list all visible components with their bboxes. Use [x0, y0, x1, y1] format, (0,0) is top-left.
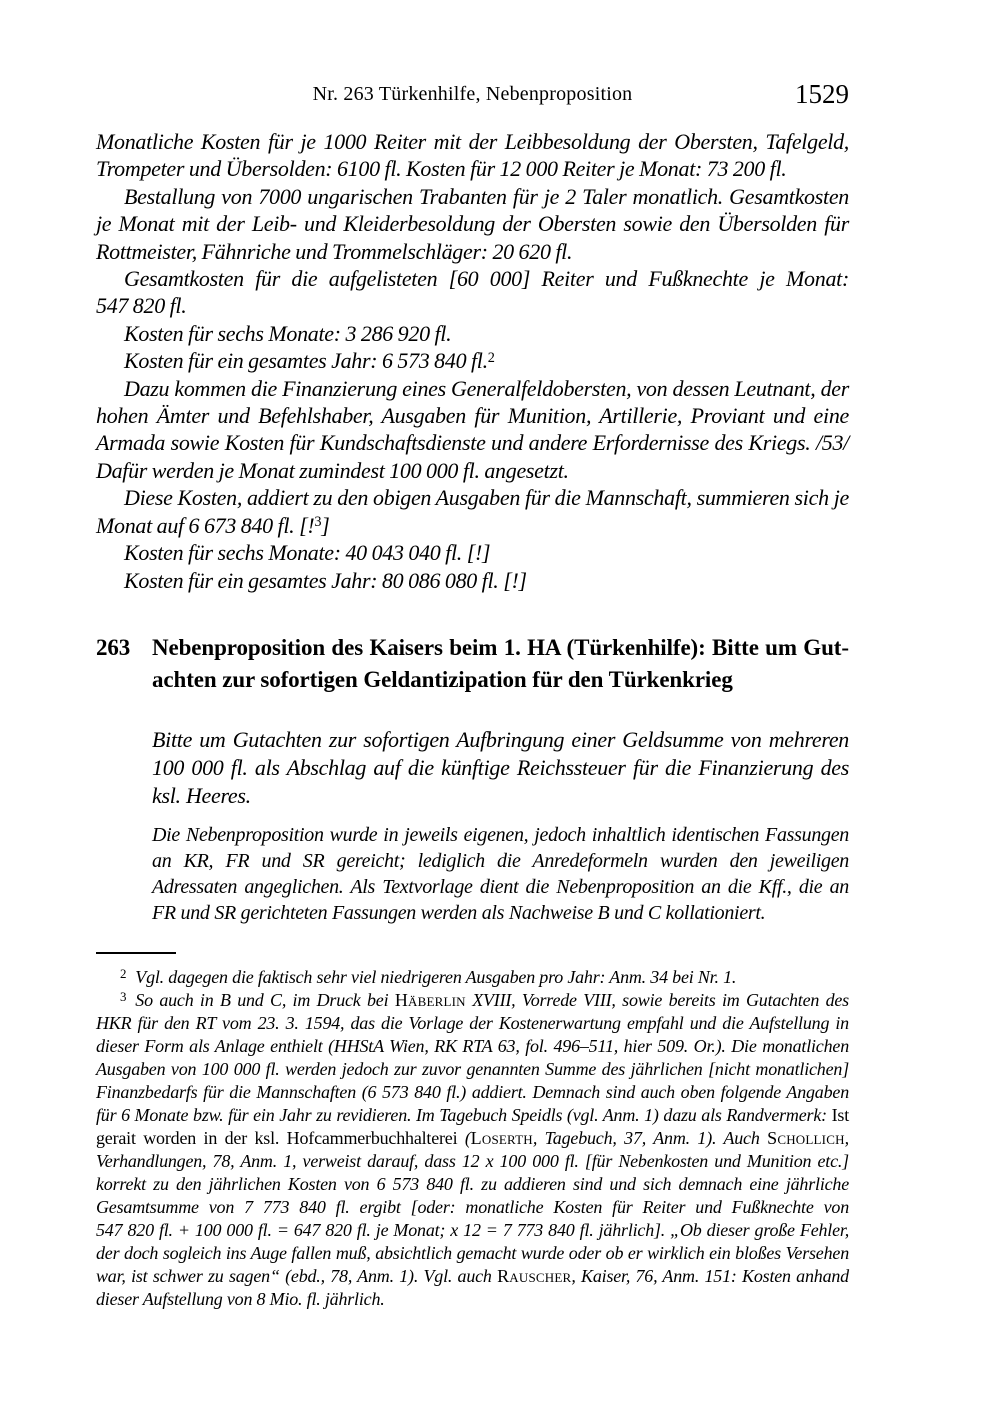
text-run: Kosten für sechs Monate: 40 043 040 fl. [!]	[124, 540, 491, 566]
running-title: Nr. 263 Türkenhilfe, Nebenproposition	[312, 83, 633, 105]
text-run: Vgl. dagegen die faktisch sehr viel niedrigeren Ausgaben pro Jahr: Anm. 34 bei Nr. 1.	[135, 966, 737, 987]
footnote-text	[96, 990, 849, 1309]
paragraph	[96, 567, 849, 594]
text-run: Schollich	[767, 1127, 845, 1148]
text-run: Dazu kommen die Finanzierung eines Generalfeldobersten, von dessen Leutnant, der hohen Ämter und Befehlshaber, Ausgaben für Munition, Artillerie, Proviant und eine Armada sowie Kosten für Kundschaftsdienste und andere Erfordernisse des Kriegs. /53/ Dafür werden je Monat zumindest 100 000 fl. angesetzt.	[96, 375, 849, 483]
text-run: Loserth	[470, 1127, 533, 1148]
footnotes-section	[96, 952, 849, 1311]
document-text	[96, 128, 849, 594]
text-run: Kosten für sechs Monate: 3 286 920 fl.	[124, 320, 452, 346]
text-run: Kosten für ein gesamtes Jahr: 6 573 840 fl.	[124, 348, 488, 374]
entry-263	[96, 632, 849, 926]
text-run: So auch in B und C, im Druck bei	[135, 989, 395, 1010]
text-run: , Kaiser, 76, Anm. 151: Kosten anhand dieser Aufstellung von 8 Mio. fl. jährlich.	[96, 1265, 849, 1309]
footnote	[96, 966, 849, 989]
text-run: Häberlin	[394, 989, 466, 1010]
paragraph	[96, 484, 849, 539]
text-run: Rauscher	[497, 1265, 572, 1286]
text-run: Monatliche Kosten für je 1000 Reiter mit der Leibbesoldung der Obersten, Tafelgeld, Trompeter und Übersolden: 6100 fl. Kosten für 12 000 Reiter je Monat: 73 200 fl.	[96, 129, 849, 182]
paragraph	[96, 320, 849, 347]
footnote-marker: 2	[120, 965, 127, 981]
footnote-marker: 3	[120, 988, 127, 1004]
paragraph	[96, 539, 849, 566]
text-run: Bestallung von 7000 ungarischen Trabanten für je 2 Taler monatlich. Gesamtkosten je Monat mit der Leib- und Kleiderbesoldung der Obersten sowie den Übersolden für Rottmeister, Fähnriche und Trommelschläger: 20 620 fl.	[96, 183, 849, 264]
entry-number: 263	[96, 634, 131, 660]
paragraph	[96, 265, 849, 320]
text-run: 3	[314, 514, 322, 531]
footnote-separator	[96, 952, 176, 954]
paragraph	[96, 347, 849, 374]
entry-heading	[96, 632, 849, 696]
text-run: (	[457, 1127, 471, 1148]
running-header	[96, 76, 849, 112]
paragraph	[96, 183, 849, 265]
text-block	[96, 76, 849, 1311]
text-run: Gesamtkosten für die aufgelisteten [60 000] Reiter und Fußknechte je Monat: 547 820 fl.	[96, 266, 849, 319]
paragraph	[96, 375, 849, 485]
footnote	[96, 989, 849, 1311]
page-number: 1529	[795, 79, 849, 109]
text-run: , Verhandlungen, 78, Anm. 1, verweist darauf, dass 12 x 100 000 fl. [für Nebenkosten und Munition etc.] korrekt zu den jährlichen Kosten von 6 573 840 fl. zu addieren sind und sich demnach eine jährliche Gesamtsumme von 7 773 840 fl. ergibt [oder: monatliche Kosten für Reiter und Fußknechte von 547 820 fl. + 100 000 fl. = 647 820 fl. je Monat; x 12 = 7 773 840 fl. jährlich]. „Ob dieser große Fehler, der doch sogleich ins Auge fallen muß, absichtlich gemacht wurde oder ob er wirklich ein bloßes Versehen war, ist schwer zu sagen“ (ebd., 78, Anm. 1). Vgl. auch	[96, 1127, 849, 1286]
editorial-note: Die Nebenproposition wurde in jeweils eigenen, jedoch inhaltlich identischen Fassungen an KR, FR und SR gereicht; lediglich die Anredeformeln wurden den jeweiligen Adressaten angeglichen. Als Textvorlage dient die Nebenproposition an die Kff., die an FR und SR gerichteten Fassungen werden als Nachweise B und C kollationiert.	[152, 823, 849, 924]
text-run: 2	[487, 349, 495, 366]
entry-title: Nebenproposition des Kaisers beim 1. HA (Türkenhilfe): Bitte um Gutachten zur sofortigen Geldantizipation für den Türkenkrieg	[152, 634, 849, 692]
footnote-text	[135, 967, 736, 987]
text-run: , Tagebuch, 37, Anm. 1). Auch	[532, 1127, 768, 1148]
entry-summary: Bitte um Gutachten zur sofortigen Aufbringung einer Geldsumme von mehreren 100 000 fl. als Abschlag auf die künftige Reichssteuer für die Finanzierung des ksl. Heeres.	[152, 726, 849, 808]
text-run: Ist gerait worden in der ksl. Hofcammerbuchhalterei	[96, 1104, 849, 1148]
paragraph	[96, 128, 849, 183]
text-run: XVIII, Vorrede VIII, sowie bereits im Gutachten des HKR für den RT vom 23. 3. 1594, das die Vorlage der Kostenerwartung empfahl und die Aufstellung in dieser Form als Anlage enthielt (HHStA Wien, RK RTA 63, fol. 496–511, hier 509. Or.). Die monatlichen Ausgaben von 100 000 fl. werden jedoch zur zuvor genannten Summe des jährlichen [nicht monatlichen] Finanzbedarfs für die Mannschaften (6 573 840 fl.) addiert. Demnach sind auch oben folgende Angaben für 6 Monate bzw. für ein Jahr zu revidieren. Im Tagebuch Speidls (vgl. Anm. 1) dazu als Randvermerk:	[96, 989, 849, 1125]
text-run: Kosten für ein gesamtes Jahr: 80 086 080 fl. [!]	[124, 567, 527, 593]
text-run: ]	[321, 512, 330, 538]
text-run: Diese Kosten, addiert zu den obigen Ausgaben für die Mannschaft, summieren sich je Monat auf 6 673 840 fl. [!	[96, 485, 849, 538]
